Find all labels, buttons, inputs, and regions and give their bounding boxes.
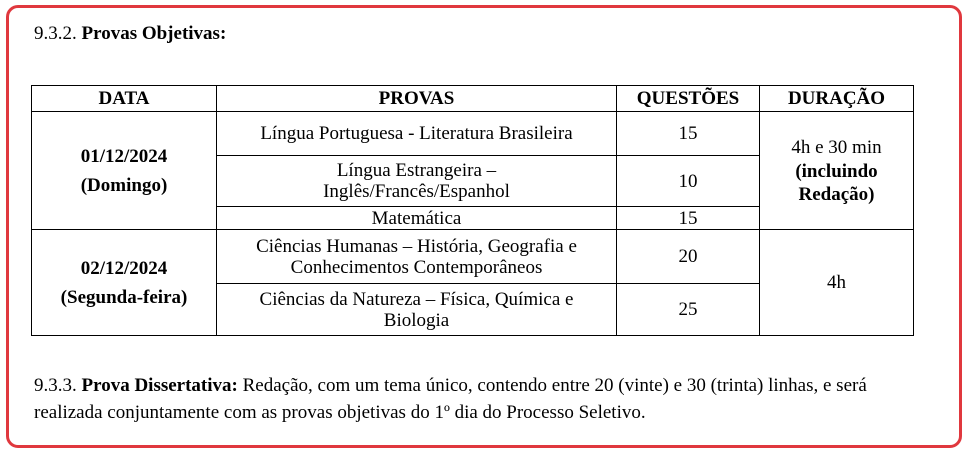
duration-cell-day1 — [760, 112, 914, 230]
prova-line: Ciências da Natureza – Física, Química e — [259, 288, 574, 310]
duration-value: 4h e 30 min — [791, 137, 882, 158]
table-row — [32, 112, 914, 156]
dissertativa-number: 9.3.3. — [34, 375, 77, 396]
prova-cell: Língua Portuguesa - Literatura Brasileira — [217, 112, 617, 156]
weekday-value: (Domingo) — [80, 174, 168, 196]
prova-cell: Matemática — [217, 207, 617, 230]
prova-cell — [217, 230, 617, 284]
dissertativa-title: Prova Dissertativa: — [81, 375, 238, 396]
prova-cell — [217, 284, 617, 336]
duration-note-2: Redação) — [798, 184, 875, 205]
date-cell-day1 — [32, 112, 217, 230]
date-cell-day2 — [32, 230, 217, 336]
date-value: 01/12/2024 — [80, 145, 168, 167]
questoes-cell: 10 — [617, 156, 760, 207]
questoes-cell: 25 — [617, 284, 760, 336]
section-title: Provas Objetivas: — [81, 23, 227, 44]
exam-schedule-table — [31, 85, 914, 336]
questoes-cell: 15 — [617, 112, 760, 156]
header-provas: PROVAS — [217, 86, 617, 112]
table-header-row — [32, 86, 914, 112]
prova-line: Ciências Humanas – História, Geografia e — [256, 235, 577, 257]
duration-cell-day2: 4h — [760, 230, 914, 336]
questoes-cell: 15 — [617, 207, 760, 230]
duration-note: (incluindo — [795, 161, 878, 182]
header-questoes: QUESTÕES — [617, 86, 760, 112]
header-duracao: DURAÇÃO — [760, 86, 914, 112]
questoes-cell: 20 — [617, 230, 760, 284]
dissertativa-body: Redação, com um tema único, contendo entre 20 (vinte) e 30 (trinta) linhas, e será realizada conjuntamente com as provas objetivas do 1º dia do Processo Seletivo. — [34, 375, 867, 423]
date-value: 02/12/2024 — [80, 257, 168, 279]
prova-line: Biologia — [383, 309, 450, 331]
section-heading — [34, 22, 226, 46]
table-row — [32, 230, 914, 284]
prova-line: Conhecimentos Contemporâneos — [290, 256, 543, 278]
prova-line: Língua Estrangeira – — [336, 160, 497, 181]
prova-cell — [217, 156, 617, 207]
dissertativa-paragraph — [34, 372, 934, 426]
header-data: DATA — [32, 86, 217, 112]
prova-line: Inglês/Francês/Espanhol — [323, 181, 510, 202]
weekday-value: (Segunda-feira) — [60, 286, 188, 308]
section-number: 9.3.2. — [34, 23, 77, 44]
